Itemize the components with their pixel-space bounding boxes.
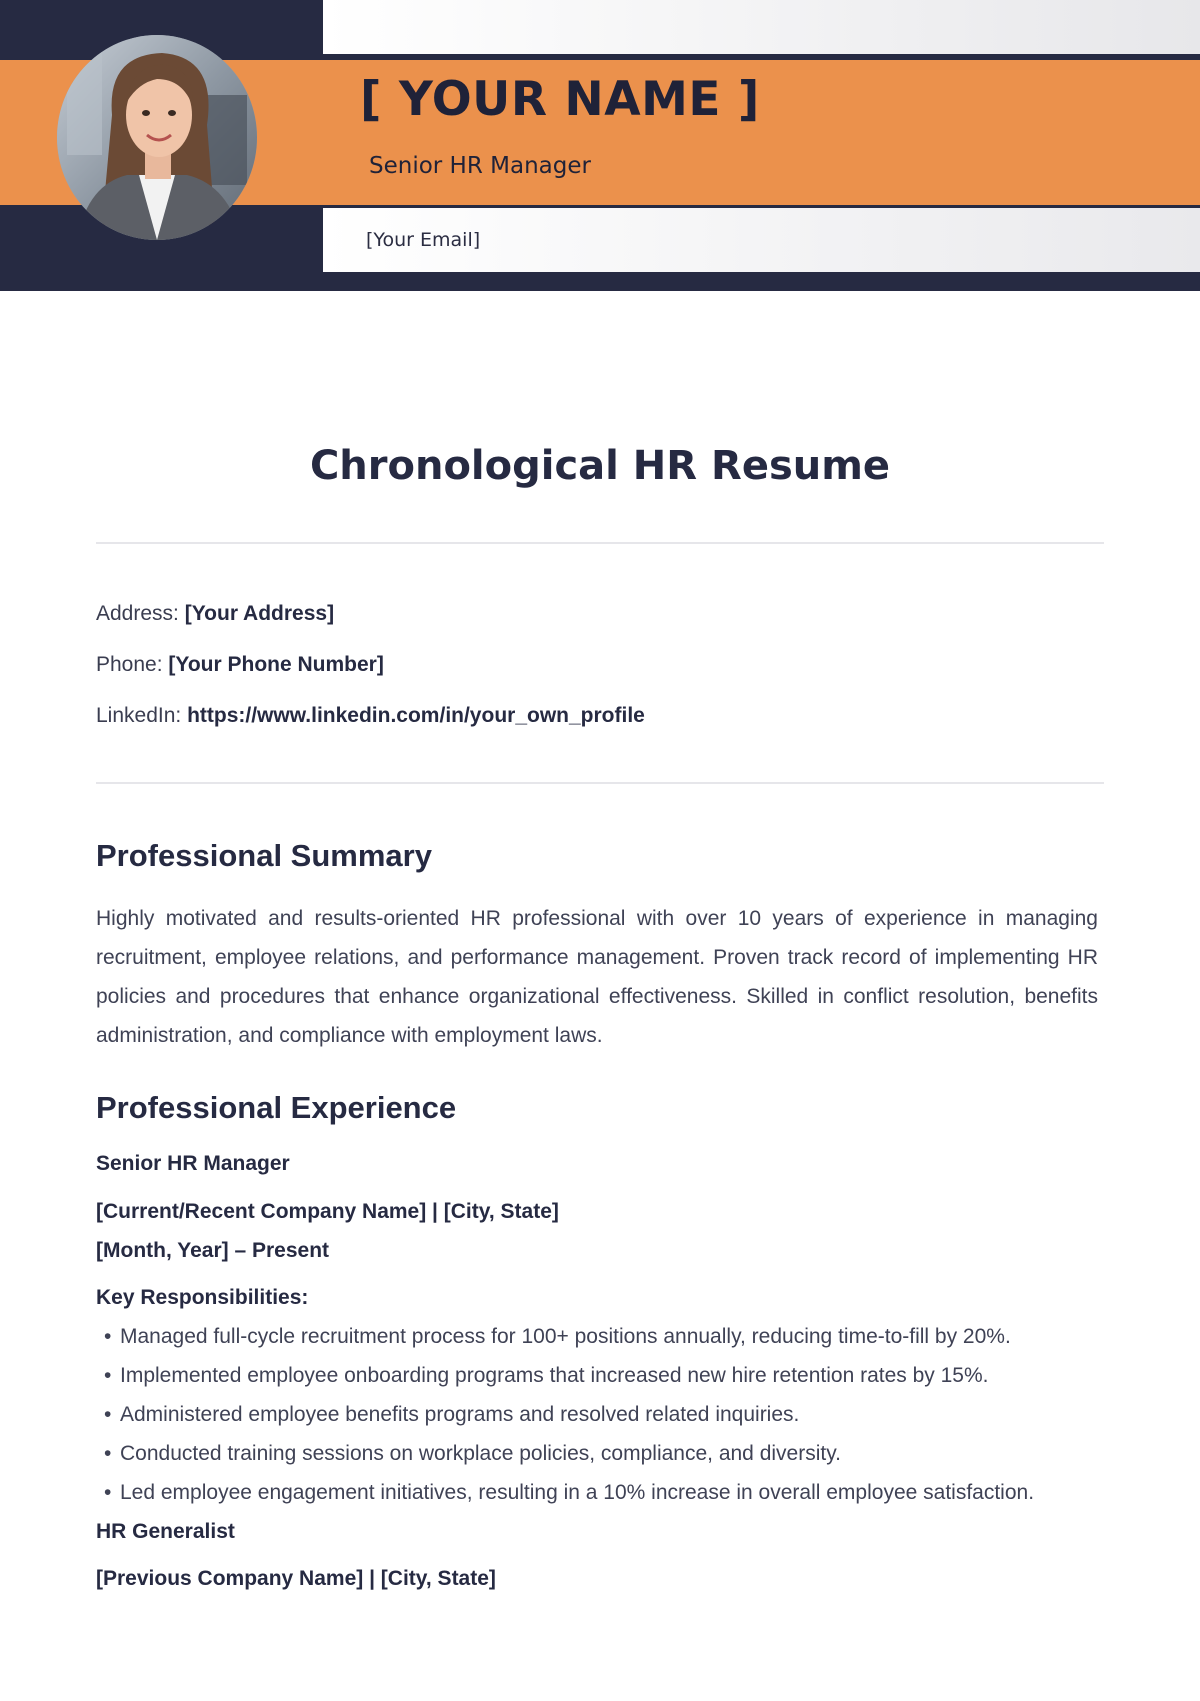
linkedin-link[interactable]: https://www.linkedin.com/in/your_own_profile: [187, 704, 645, 727]
job-company: [Current/Recent Company Name] | [City, State]: [96, 1200, 559, 1223]
summary-text: Highly motivated and results-oriented HR professional with over 10 years of experience in managing recruitment, employee relations, and performance management. Proven track record of implementing HR policies and procedures that enhance organizational effectiveness. Skilled in conflict resolution, benefits administration, and compliance with employment laws.: [96, 907, 1098, 1047]
divider: [96, 782, 1104, 784]
address-label: Address:: [96, 602, 179, 625]
job-role: HR Generalist: [96, 1520, 235, 1543]
candidate-email: [Your Email]: [366, 229, 481, 251]
job-role: Senior HR Manager: [96, 1152, 290, 1175]
contact-address: [96, 602, 334, 626]
experience-heading: Professional Experience: [96, 1090, 457, 1125]
contact-linkedin: [96, 704, 645, 728]
summary-heading: Professional Summary: [96, 838, 432, 873]
responsibilities-label: Key Responsibilities:: [96, 1286, 309, 1309]
list-item: • Administered employee benefits programs and resolved related inquiries.: [104, 1395, 1082, 1434]
phone-label: Phone:: [96, 653, 163, 676]
address-value: [Your Address]: [184, 602, 335, 625]
page-title: Chronological HR Resume: [309, 443, 891, 489]
contact-phone: [96, 653, 384, 677]
responsibilities-list: [104, 1317, 1082, 1512]
list-item: • Led employee engagement initiatives, resulting in a 10% increase in overall employee satisfaction.: [104, 1473, 1082, 1512]
header: [0, 0, 1200, 291]
linkedin-label: LinkedIn:: [96, 704, 182, 727]
list-item: • Managed full-cycle recruitment process for 100+ positions annually, reducing time-to-fill by 20%.: [104, 1317, 1082, 1356]
candidate-name: [ YOUR NAME ]: [360, 72, 760, 127]
header-top-band: [323, 0, 1200, 54]
divider: [96, 542, 1104, 544]
job-company: [Previous Company Name] | [City, State]: [96, 1567, 496, 1590]
experience-list: [96, 1152, 1098, 1598]
job-dates: [Month, Year] – Present: [96, 1239, 330, 1262]
avatar-portrait-icon: [57, 35, 257, 240]
phone-value: [Your Phone Number]: [168, 653, 384, 676]
list-item: • Implemented employee onboarding programs that increased new hire retention rates by 15%.: [104, 1356, 1082, 1395]
candidate-job-title: Senior HR Manager: [369, 153, 591, 179]
avatar: [57, 35, 257, 240]
list-item: • Conducted training sessions on workplace policies, compliance, and diversity.: [104, 1434, 1082, 1473]
